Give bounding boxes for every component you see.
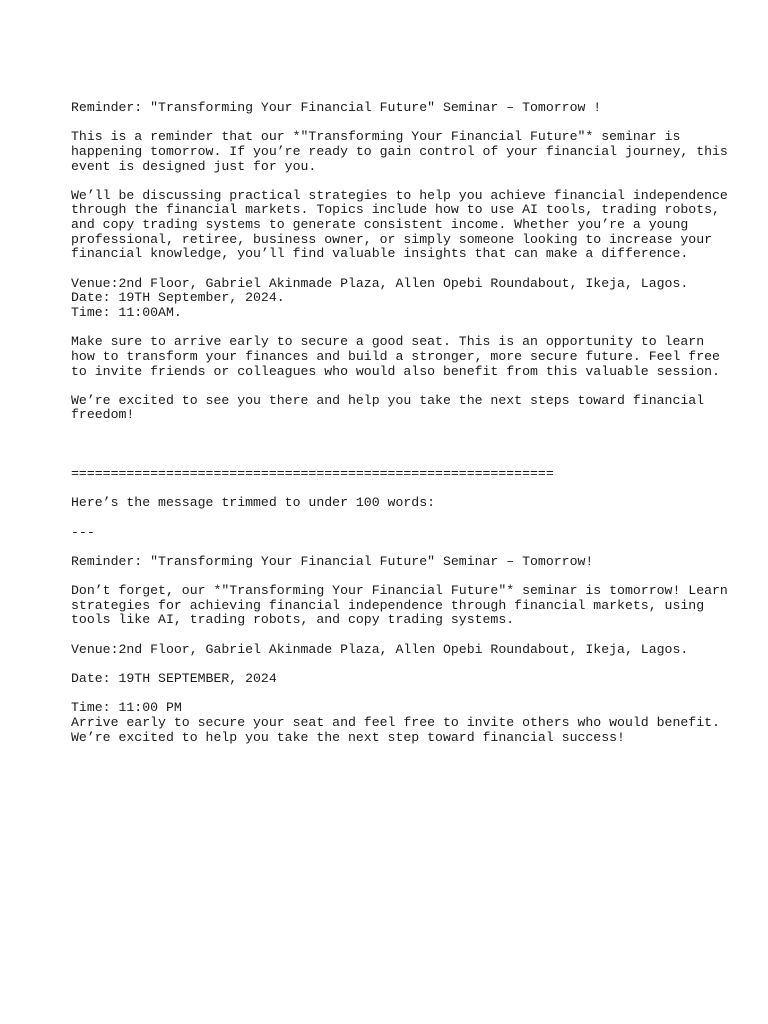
text-line: Here’s the message trimmed to under 100 words: (71, 495, 436, 511)
text-line: Reminder: "Transforming Your Financial Future" Seminar – Tomorrow! (71, 553, 594, 569)
text-line: This is a reminder that our *"Transforming Your Financial Future"* seminar is (71, 129, 681, 145)
blank-line (71, 174, 728, 189)
text-line: Date: 19TH SEPTEMBER, 2024 (71, 670, 277, 686)
text-line: Arrive early to secure your seat and feel free to invite others who would benefit. (71, 714, 720, 730)
blank-line (71, 423, 728, 438)
text-line: We’re excited to help you take the next step toward financial success! (71, 729, 625, 745)
text-line: We’re excited to see you there and help you take the next steps toward financial (71, 392, 705, 408)
text-line: ============================================================= (71, 466, 554, 482)
blank-line (71, 262, 728, 277)
blank-line (71, 438, 728, 453)
text-line: professional, retiree, business owner, or simply someone looking to increase your (71, 231, 713, 247)
blank-line (71, 628, 728, 643)
blank-line (71, 321, 728, 336)
text-line: to invite friends or colleagues who would also benefit from this valuable session. (71, 363, 720, 379)
blank-line (71, 116, 728, 131)
text-line: Venue:2nd Floor, Gabriel Akinmade Plaza, Allen Opebi Roundabout, Ikeja, Lagos. (71, 275, 689, 291)
text-line: We’ll be discussing practical strategies to help you achieve financial independence (71, 187, 728, 203)
text-line: --- (71, 524, 95, 540)
text-line: Don’t forget, our *"Transforming Your Financial Future"* seminar is tomorrow! Learn (71, 583, 728, 599)
blank-line (71, 570, 728, 585)
blank-line (71, 687, 728, 702)
text-line: how to transform your finances and build a stronger, more secure future. Feel free (71, 348, 720, 364)
text-line: strategies for achieving financial independence through financial markets, using (71, 597, 705, 613)
text-line: Time: 11:00AM. (71, 304, 182, 320)
text-line: event is designed just for you. (71, 158, 317, 174)
blank-line (71, 657, 728, 672)
text-line: Date: 19TH September, 2024. (71, 290, 285, 306)
blank-line (71, 540, 728, 555)
text-line: Reminder: "Transforming Your Financial Future" Seminar – Tomorrow ! (71, 100, 602, 115)
text-line: freedom! (71, 407, 135, 423)
blank-line (71, 452, 728, 467)
text-line: Time: 11:00 PM (71, 700, 182, 716)
text-line: Make sure to arrive early to secure a good seat. This is an opportunity to learn (71, 334, 705, 350)
blank-line (71, 511, 728, 526)
blank-line (71, 379, 728, 394)
blank-line (71, 482, 728, 497)
text-line: and copy trading systems to generate consistent income. Whether you’re a young (71, 217, 689, 233)
text-line: happening tomorrow. If you’re ready to gain control of your financial journey, this (71, 143, 728, 159)
text-line: through the financial markets. Topics include how to use AI tools, trading robots, (71, 202, 720, 218)
text-line: Venue:2nd Floor, Gabriel Akinmade Plaza, Allen Opebi Roundabout, Ikeja, Lagos. (71, 641, 689, 657)
document-body (71, 101, 728, 745)
text-line: tools like AI, trading robots, and copy trading systems. (71, 612, 515, 628)
text-line: financial knowledge, you’ll find valuable insights that can make a difference. (71, 246, 689, 262)
